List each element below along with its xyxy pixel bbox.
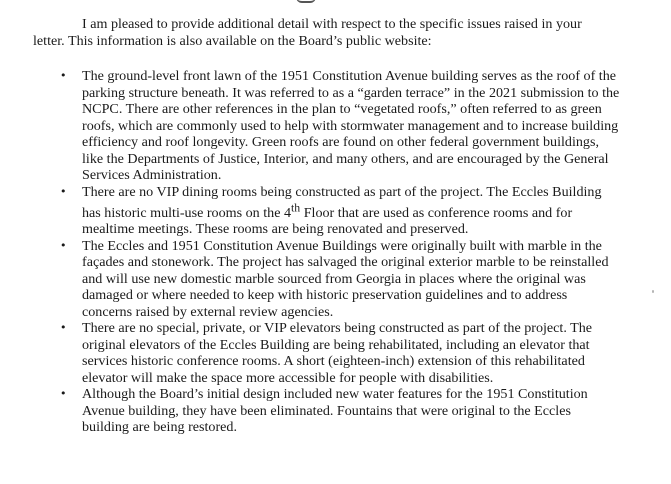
bullet-text: The Eccles and 1951 Constitution Avenue Buildings were originally built with marble in the façades and stonework. The project has salvaged the original exterior marble to be reinstalled and will use new domestic marble sourced from Georgia in places where the original was damaged or where needed to keep with historic preservation guidelines and to address concerns raised by external review agencies. bbox=[82, 237, 609, 320]
bullet-icon: • bbox=[60, 184, 67, 198]
bullet-item-marble bbox=[60, 238, 620, 321]
scan-speck bbox=[652, 290, 654, 293]
intro-paragraph: I am pleased to provide additional detail with respect to the specific issues raised in your letter. This information is also available on the Board’s public website: bbox=[33, 16, 582, 49]
bullet-item-dining-rooms bbox=[60, 184, 620, 238]
bullet-text-start: There are no VIP dining rooms being constructed as part of the project. The Eccles Building has historic multi-use rooms on the 4 bbox=[82, 183, 602, 221]
bullet-text bbox=[82, 184, 602, 238]
bullet-text: The ground-level front lawn of the 1951 Constitution Avenue building serves as the roof of the parking structure beneath. It was referred to as a “garden terrace” in the 2021 submission to the NCPC. There are other references in the plan to “vegetated roofs,” often referred to as green roofs, which are commonly used to help with stormwater management and to increase building efficiency and roof longevity. Green roofs are found on other federal government buildings, like the Departments of Justice, Interior, and many others, and are encouraged by the General Services Administration. bbox=[82, 68, 620, 183]
page-top-remnant bbox=[296, 0, 316, 3]
bullet-text: There are no special, private, or VIP elevators being constructed as part of the project. The original elevators of the Eccles Building are being rehabilitated, including an elevator that services historic conference rooms. A short (eighteen-inch) extension of this rehabilitated elevator will make the space more accessible for people with disabilities. bbox=[82, 320, 593, 386]
bullet-icon: • bbox=[60, 69, 67, 82]
bullet-icon: • bbox=[60, 387, 67, 401]
bullet-item-green-roofs bbox=[60, 68, 620, 184]
bullet-icon: • bbox=[60, 238, 67, 252]
bullet-item-elevators bbox=[60, 320, 620, 386]
bullet-text: Although the Board’s initial design included new water features for the 1951 Constitution Avenue building, they have been eliminated. Fountains that were original to the Eccles building are being restored. bbox=[82, 386, 588, 436]
ordinal-suffix: th bbox=[291, 201, 301, 214]
bullet-icon: • bbox=[60, 321, 67, 335]
bullet-item-water-features bbox=[60, 386, 620, 436]
bullet-text-end: Floor that are used as conference rooms and for mealtime meetings. These rooms are being renovated and preserved. bbox=[82, 204, 573, 238]
bullet-list bbox=[60, 68, 620, 436]
